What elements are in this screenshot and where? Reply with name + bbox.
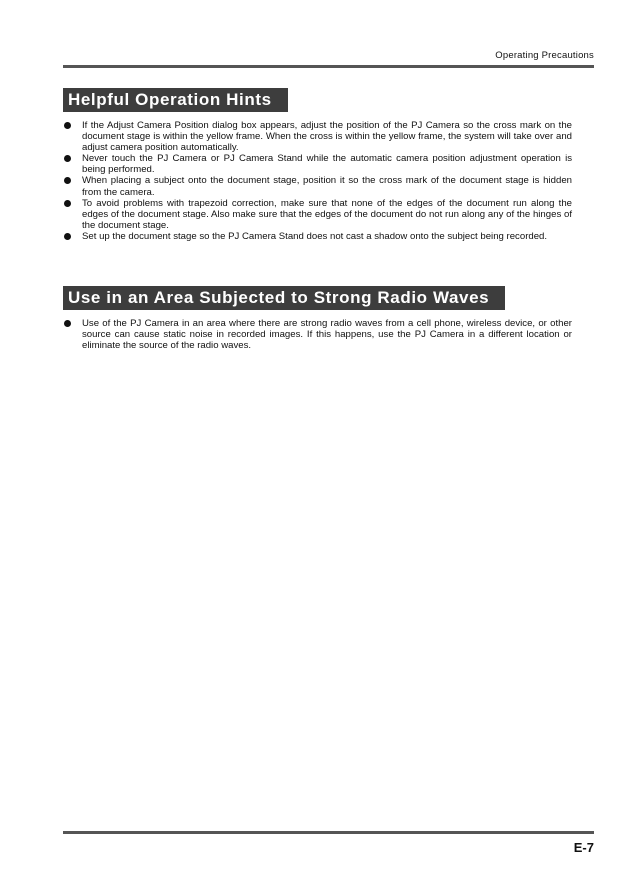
bullet-text: Never touch the PJ Camera or PJ Camera Stand while the automatic camera position adjustment operation is being performed. [82,153,572,176]
bullet-dot-icon [64,320,71,327]
bullet-item [63,120,594,153]
bullet-text: When placing a subject onto the document stage, position it so the cross mark of the document stage is hidden from the camera. [82,175,572,198]
bullet-item [63,198,594,231]
section-heading: Helpful Operation Hints [63,88,288,112]
bullet-dot-icon [64,200,71,207]
bullet-text: If the Adjust Camera Position dialog box appears, adjust the position of the PJ Camera so the cross mark on the document stage is within the yellow frame. When the cross is within the yellow frame, the system will take over and adjust camera position automatically. [82,120,572,154]
bullet-text: Use of the PJ Camera in an area where there are strong radio waves from a cell phone, wireless device, or other source can cause static noise in recorded images. If this happens, use the PJ Camera in a different location or eliminate the source of the radio waves. [82,318,572,352]
bullet-text: To avoid problems with trapezoid correction, make sure that none of the edges of the document run along the edges of the document stage. Also make sure that the edges of the document do not run along any of the hinges of the document stage. [82,197,572,231]
bullet-item [63,175,594,197]
page-number: E-7 [573,840,594,855]
section-strong-radio-waves [63,286,594,351]
section-helpful-operation-hints [63,88,594,242]
bullet-item [63,153,594,175]
running-header: Operating Precautions [495,50,594,61]
bullet-dot-icon [64,155,71,162]
bullet-item [63,318,594,351]
section-heading: Use in an Area Subjected to Strong Radio Waves [63,286,505,310]
bullet-dot-icon [64,233,71,240]
bullet-list [63,120,594,242]
top-divider [63,65,594,68]
bullet-list [63,318,594,351]
bullet-dot-icon [64,177,71,184]
bullet-item [63,231,594,242]
bullet-dot-icon [64,122,71,129]
bullet-text: Set up the document stage so the PJ Camera Stand does not cast a shadow onto the subject being recorded. [82,230,548,242]
bottom-divider [63,831,594,834]
